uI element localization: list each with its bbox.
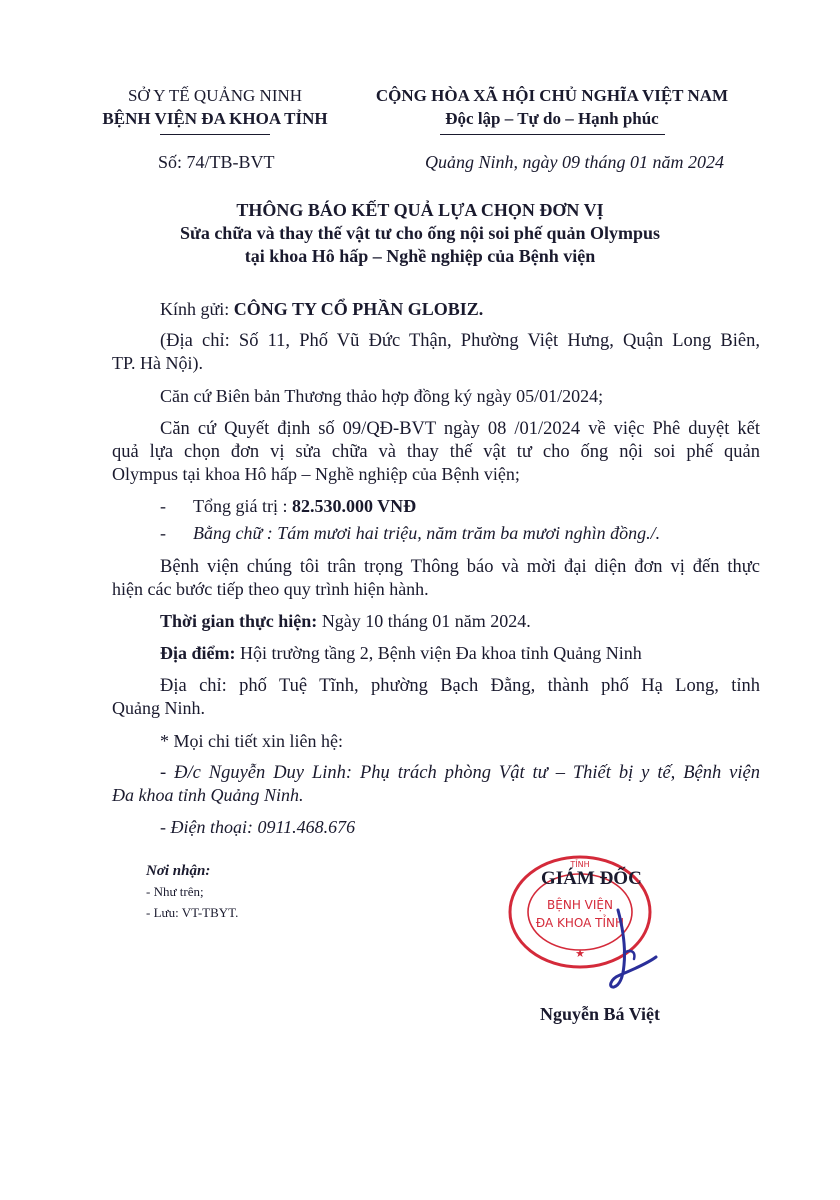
time-value: Ngày 10 tháng 01 năm 2024. — [317, 611, 531, 631]
basis-2-line1: Căn cứ Quyết định số 09/QĐ-BVT ngày 08 /01/2024 về việc Phê duyệt kết — [160, 419, 760, 439]
stamp-line-2: ĐA KHOA TỈNH — [535, 916, 625, 930]
header-left-underline — [160, 134, 270, 135]
header-hospital: BỆNH VIỆN ĐA KHOA TỈNH — [102, 109, 328, 128]
place-line — [160, 643, 642, 664]
recipient-name: CÔNG TY CỔ PHẦN GLOBIZ. — [233, 299, 484, 319]
stamp-top-text: TỈNH — [570, 860, 590, 869]
contact-phone: - Điện thoại: 0911.468.676 — [160, 817, 356, 837]
time-label: Thời gian thực hiện: — [160, 611, 318, 631]
signer-name: Nguyễn Bá Việt — [540, 1004, 661, 1024]
recipients-item-1: - Như trên; — [146, 884, 204, 899]
place-label: Địa điểm: — [160, 643, 236, 663]
doc-number: Số: 74/TB-BVT — [158, 152, 275, 172]
basis-2-line3: Olympus tại khoa Hô hấp – Nghề nghiệp của Bệnh viện; — [112, 464, 520, 484]
venue-address-line1: Địa chỉ: phố Tuệ Tĩnh, phường Bạch Đằng, thành phố Hạ Long, tỉnh — [160, 676, 760, 696]
recipient-label: Kính gửi: — [160, 299, 234, 319]
total-value: 82.530.000 VNĐ — [291, 496, 417, 516]
recipient-address-line2: TP. Hà Nội). — [112, 353, 203, 373]
contact-person-line1: - Đ/c Nguyễn Duy Linh: Phụ trách phòng Vật tư – Thiết bị y tế, Bệnh viện — [160, 763, 760, 783]
venue-address-line2: Quảng Ninh. — [112, 698, 205, 718]
total-line — [193, 496, 416, 517]
stamp-line-1: BỆNH VIỆN — [547, 898, 613, 912]
place-value: Hội trường tầng 2, Bệnh viện Đa khoa tỉnh Quảng Ninh — [235, 643, 642, 663]
recipient-line — [160, 299, 483, 320]
total-in-words: Bằng chữ : Tám mươi hai triệu, năm trăm ba mươi nghìn đồng./. — [193, 523, 661, 543]
time-line — [160, 611, 531, 632]
contact-person-line2: Đa khoa tỉnh Quảng Ninh. — [112, 785, 304, 805]
signature-title: GIÁM ĐỐC — [541, 868, 642, 889]
invite-line1: Bệnh viện chúng tôi trân trọng Thông báo và mời đại diện đơn vị đến thực — [160, 557, 760, 577]
doc-subtitle-line1: Sửa chữa và thay thế vật tư cho ống nội soi phế quản Olympus — [180, 223, 660, 243]
header-country: CỘNG HÒA XÃ HỘI CHỦ NGHĨA VIỆT NAM — [375, 86, 729, 105]
handwritten-signature — [590, 905, 660, 990]
header-ministry: SỞ Y TẾ QUẢNG NINH — [127, 86, 303, 105]
contact-intro: * Mọi chi tiết xin liên hệ: — [160, 731, 343, 751]
recipients-item-2: - Lưu: VT-TBYT. — [146, 905, 239, 920]
doc-title: THÔNG BÁO KẾT QUẢ LỰA CHỌN ĐƠN VỊ — [236, 200, 604, 220]
header-right-underline — [440, 134, 665, 135]
place-date: Quảng Ninh, ngày 09 tháng 01 năm 2024 — [425, 152, 724, 172]
words-dash: - — [160, 523, 166, 543]
stamp-star-icon: ★ — [575, 947, 585, 960]
total-label: Tổng giá trị : — [193, 496, 292, 516]
basis-2-line2: quả lựa chọn đơn vị sửa chữa và thay thế vật tư cho ống nội soi phế quản — [112, 442, 760, 462]
header-motto: Độc lập – Tự do – Hạnh phúc — [445, 109, 659, 128]
total-dash: - — [160, 496, 166, 516]
doc-subtitle-line2: tại khoa Hô hấp – Nghề nghiệp của Bệnh viện — [244, 246, 596, 266]
recipients-label: Nơi nhận: — [146, 863, 211, 879]
recipient-address-line1: (Địa chỉ: Số 11, Phố Vũ Đức Thận, Phường Việt Hưng, Quận Long Biên, — [160, 331, 760, 351]
invite-line2: hiện các bước tiếp theo quy trình hiện hành. — [112, 579, 429, 599]
basis-1: Căn cứ Biên bản Thương thảo hợp đồng ký ngày 05/01/2024; — [160, 386, 604, 406]
